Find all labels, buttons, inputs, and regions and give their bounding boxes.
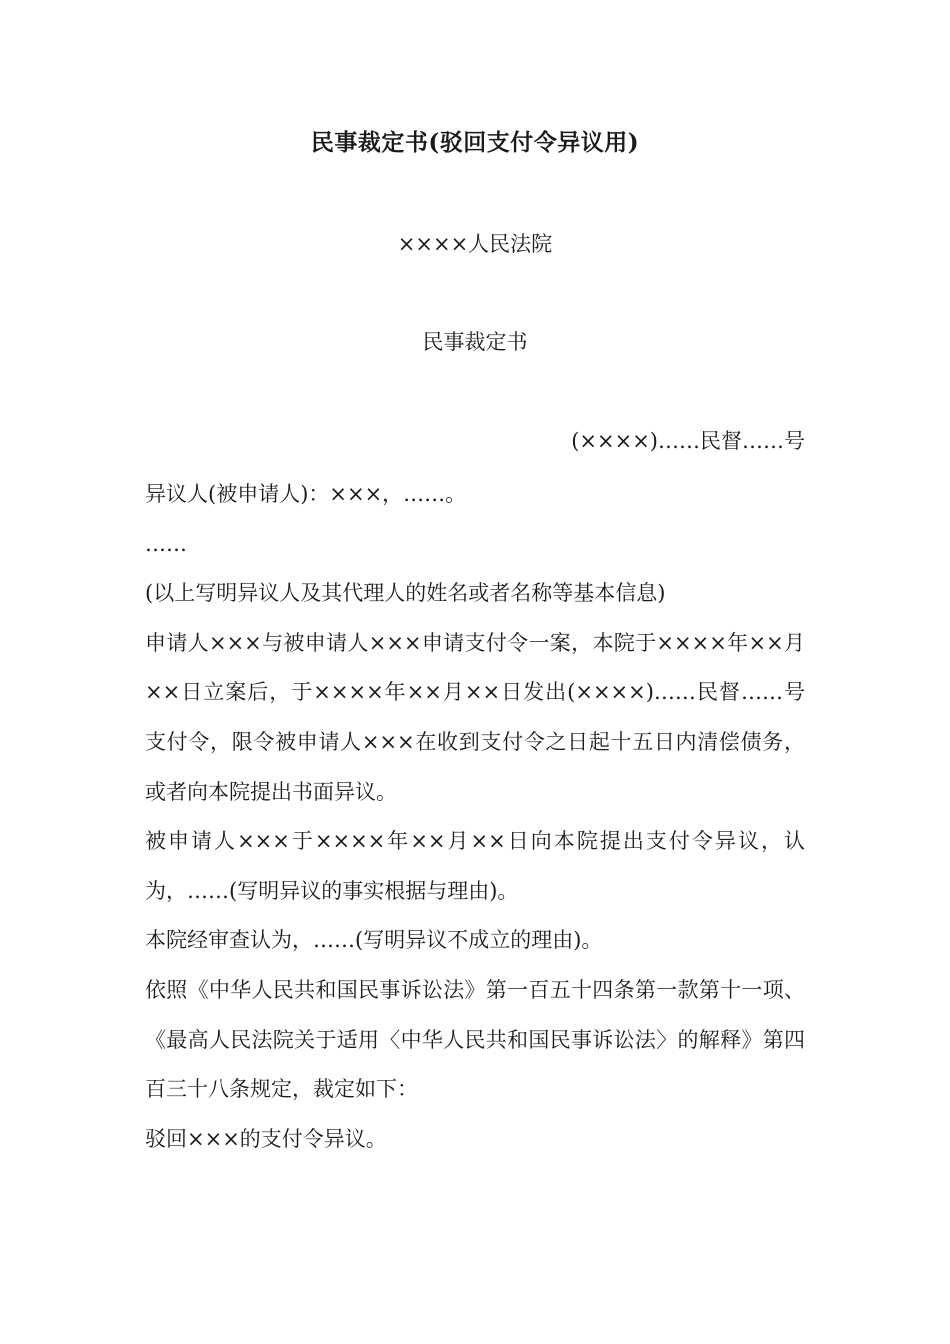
objector-info: 异议人(被申请人)：×××，……。 bbox=[145, 482, 467, 506]
court-review-paragraph: 本院经审查认为，……(写明异议不成立的理由)。 bbox=[145, 928, 603, 953]
case-background-paragraph: 申请人×××与被申请人×××申请支付令一案，本院于××××年××月××日立案后，于××××年××月××日发出(××××)……民督……号支付令，限令被申请人×××在收到支付令之日起十五日内清偿债务，或者向本院提出书面异议。 bbox=[145, 630, 805, 804]
ellipsis-line: …… bbox=[145, 531, 187, 556]
case-number: (××××)……民督……号 bbox=[571, 429, 805, 453]
ruling-paragraph: 驳回×××的支付令异议。 bbox=[145, 1126, 387, 1151]
court-name: ××××人民法院 bbox=[397, 232, 553, 256]
legal-basis-paragraph: 依照《中华人民共和国民事诉讼法》第一百五十四条第一款第十一项、《最高人民法院关于适用〈中华人民共和国民事诉讼法〉的解释》第四百三十八条规定，裁定如下： bbox=[145, 977, 805, 1102]
document-body bbox=[145, 470, 805, 1164]
document-type-heading: 民事裁定书 bbox=[422, 330, 528, 354]
document-title: 民事裁定书(驳回支付令异议用) bbox=[310, 129, 640, 156]
party-info-note: (以上写明异议人及其代理人的姓名或者名称等基本信息) bbox=[145, 581, 666, 606]
objection-paragraph: 被申请人×××于××××年××月××日向本院提出支付令异议，认为，……(写明异议的事实根据与理由)。 bbox=[145, 829, 805, 903]
